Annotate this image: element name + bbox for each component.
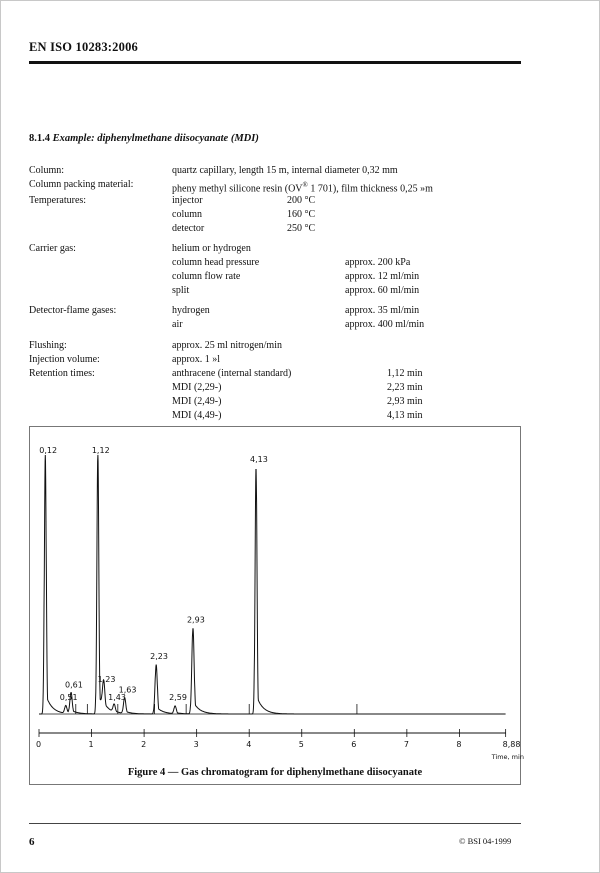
column-value: quartz capillary, length 15 m, internal diameter 0,32 mm [172,165,398,176]
x-tick-label-5: 5 [298,740,304,749]
standard-title: EN ISO 10283:2006 [29,40,138,54]
x-tick-label-9: 8,88 [502,740,521,749]
retention-anthracene-value: 1,12 min [387,368,423,379]
footer-rule [29,823,521,824]
packing-value-pre: pheny methyl silicone resin (OV [172,183,303,195]
temp-detector-name: detector [172,223,205,234]
packing-value-sup: ® [302,181,308,189]
injection-value: approx. 1 »l [172,354,221,365]
carrier-pressure-value: approx. 200 kPa [345,257,411,268]
column-label: Column: [29,165,65,176]
retention-mdi-449-name: MDI (4,49-) [172,410,222,421]
retention-mdi-249-name: MDI (2,49-) [172,396,222,407]
injection-label: Injection volume: [29,354,100,365]
packing-value-post: 1 701), film thickness 0,25 »m [307,183,433,195]
carrier-flow-name: column flow rate [172,271,241,282]
carrier-gas-label: Carrier gas: [29,243,76,254]
carrier-flow-value: approx. 12 ml/min [345,271,420,282]
x-tick-label-4: 4 [246,740,252,749]
temp-column-name: column [172,209,202,220]
retention-mdi-229-name: MDI (2,29-) [172,382,222,393]
x-tick-label-6: 6 [351,740,357,749]
header-rule [29,61,521,64]
temperatures-label: Temperatures: [29,195,87,206]
x-axis-label: Time, min [491,753,524,761]
x-tick-label-3: 3 [193,740,199,749]
x-tick-label-7: 7 [403,740,409,749]
packing-label: Column packing material: [29,179,134,190]
peak-label-7: 2,23 [150,651,168,661]
temp-column-value: 160 °C [287,209,316,220]
section-heading [29,133,259,144]
detector-hydrogen-name: hydrogen [172,305,210,316]
copyright: © BSI 04-1999 [459,836,512,846]
carrier-pressure-name: column head pressure [172,257,260,268]
page-number: 6 [29,836,35,848]
peak-label-6: 1,63 [118,685,137,695]
x-tick-label-2: 2 [141,740,147,749]
section-number: 8.1.4 [29,133,50,144]
temp-injector-name: injector [172,195,203,206]
peak-label-1: 0,51 [59,693,78,703]
retention-mdi-229-value: 2,23 min [387,382,423,393]
figure-caption: Figure 4 — Gas chromatogram for diphenylmethane diisocyanate [127,767,423,778]
detector-gases-label: Detector-flame gases: [29,305,117,316]
temp-detector-value: 250 °C [287,223,316,234]
peak-label-3: 1,12 [91,446,110,455]
packing-value [172,179,433,195]
chromatogram-figure [29,426,524,785]
x-tick-label-0: 0 [36,740,42,749]
peak-label-2: 0,61 [65,680,83,690]
peak-label-4: 1,23 [97,675,116,685]
peak-label-8: 2,59 [169,693,187,703]
x-tick-label-1: 1 [88,740,94,749]
flushing-value: approx. 25 ml nitrogen/min [172,340,282,351]
carrier-split-value: approx. 60 ml/min [345,285,420,296]
chromatogram-chart [30,427,524,784]
peak-label-0: 0,12 [39,446,58,455]
peak-label-5: 1,43 [108,693,126,703]
detector-air-value: approx. 400 ml/min [345,319,425,330]
flushing-label: Flushing: [29,340,67,351]
retention-mdi-449-value: 4,13 min [387,410,423,421]
retention-label: Retention times: [29,368,95,379]
detector-hydrogen-value: approx. 35 ml/min [345,305,420,316]
temp-injector-value: 200 °C [287,195,316,206]
retention-anthracene-name: anthracene (internal standard) [172,368,292,379]
carrier-gas-value: helium or hydrogen [172,243,251,254]
retention-mdi-249-value: 2,93 min [387,396,423,407]
x-tick-label-8: 8 [456,740,462,749]
peak-label-10: 4,13 [250,454,268,464]
carrier-split-name: split [172,285,190,296]
section-title: Example: diphenylmethane diisocyanate (MDI) [52,133,259,144]
detector-air-name: air [172,319,183,330]
peak-label-9: 2,93 [186,615,205,625]
